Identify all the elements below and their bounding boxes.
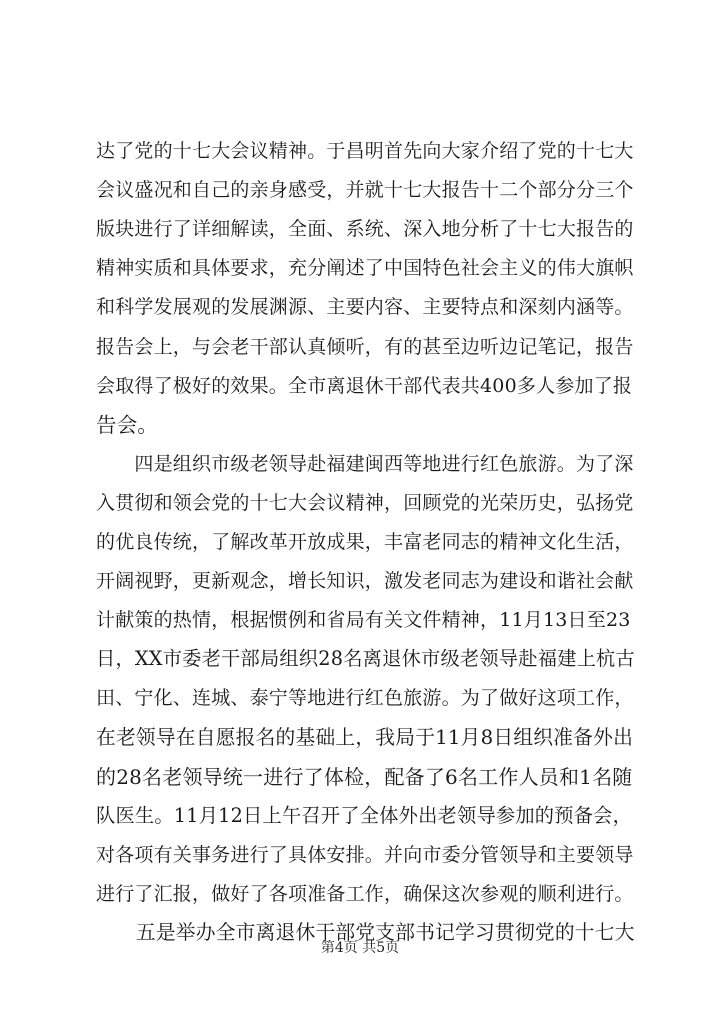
text-line: 报告会上，与会老干部认真倾听，有的甚至边听边记笔记，报告 [96, 335, 634, 358]
text-line: 计献策的热情，根据惯例和省局有关文件精神，11月13日至23 [96, 609, 631, 632]
text-line: 日，XX市委老干部局组织28名离退休市级老领导赴福建上杭古 [96, 647, 635, 671]
text-line: 版块进行了详细解读，全面、系统、深入地分析了十七大报告的 [96, 218, 634, 241]
page-number-footer: 第4页 共5页 [320, 940, 400, 956]
text-line: 开阔视野，更新观念，增长知识，激发老同志为建设和谐社会献 [96, 570, 634, 593]
text-line: 队医生。11月12日上午召开了全体外出老领导参加的预备会， [96, 803, 633, 827]
text-line: 入贯彻和领会党的十七大会议精神，回顾党的光荣历史，弘扬党 [96, 491, 634, 514]
text-line: 田、宁化、连城、泰宁等地进行红色旅游。为了做好这项工作， [96, 687, 634, 710]
text-line: 精神实质和具体要求，充分阐述了中国特色社会主义的伟大旗帜 [96, 257, 634, 280]
text-line: 会议盛况和自己的亲身感受，并就十七大报告十二个部分分三个 [96, 179, 634, 202]
text-line: 告会。 [96, 412, 159, 437]
text-line: 对各项有关事务进行了具体安排。并向市委分管领导和主要领导 [96, 843, 634, 866]
text-line: 达了党的十七大会议精神。于昌明首先向大家介绍了党的十七大 [96, 140, 634, 162]
text-line: 在老领导在自愿报名的基础上，我局于11月8日组织准备外出 [96, 725, 634, 749]
text-line: 的优良传统，了解改革开放成果，丰富老同志的精神文化生活， [96, 531, 634, 553]
text-line: 的28名老领导统一进行了体检，配备了6名工作人员和1名随 [96, 764, 633, 789]
text-line: 会取得了极好的效果。全市离退休干部代表共400多人参加了报 [96, 374, 633, 397]
text-line: 进行了汇报，做好了各项准备工作，确保这次参观的顺利进行。 [96, 882, 634, 905]
paragraph-start-line: 五是举办全市离退休干部党支部书记学习贯彻党的十七大 [96, 921, 635, 944]
text-line: 和科学发展观的发展渊源、主要内容、主要特点和深刻内涵等。 [96, 296, 634, 319]
paragraph-start-line: 四是组织市级老领导赴福建闽西等地进行红色旅游。为了深 [96, 452, 634, 475]
